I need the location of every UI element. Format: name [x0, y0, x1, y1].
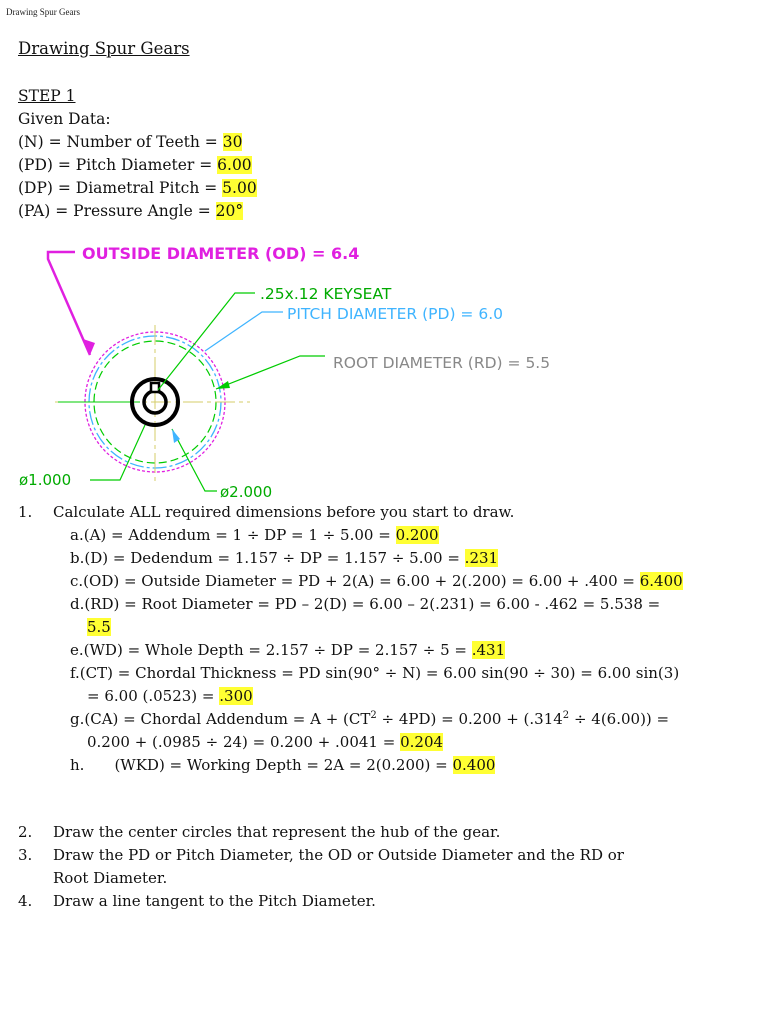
od-leader [48, 252, 95, 355]
given-data-block [18, 85, 257, 223]
calc-item-g: g.(CA) = Chordal Addendum = $A + (CT^2 \div 4PD) = 0.200 + (.314^2 \div 4(6.00))$ = [70, 710, 670, 728]
given-label: (DP) = Diametral Pitch = [18, 179, 223, 197]
calc-item-f: f.(CT) = Chordal Thickness = PD sin(90° ÷ N) = 6.00 sin(90 ÷ 30) = 6.00 sin(3) [70, 664, 680, 682]
running-header: Drawing Spur Gears [6, 7, 80, 17]
given-value: 20° [215, 202, 244, 220]
pd-leader [205, 312, 283, 351]
given-item [18, 131, 257, 154]
given-item [18, 177, 257, 200]
calc-item-g-cont: 0.200 + (.0985 ÷ 24) = 0.200 + .0041 = 0.204 [87, 733, 444, 751]
calc-item-d: d.(RD) = Root Diameter = PD – 2(D) = 6.00 – 2(.231) = 6.00 - .462 = 5.538 = [70, 595, 661, 613]
calc-item-d-cont: 5.5 [87, 618, 111, 636]
od-label: OUTSIDE DIAMETER (OD) = 6.4 [82, 244, 360, 263]
keyseat [151, 383, 159, 392]
calc-item-e: e.(WD) = Whole Depth = 2.157 ÷ DP = 2.157 ÷ 5 = .431 [70, 641, 506, 659]
given-heading: Given Data: [18, 110, 111, 128]
hub-large-label: ø2.000 [220, 483, 273, 501]
page-title: Drawing Spur Gears [18, 39, 190, 58]
rd-label: ROOT DIAMETER (RD) = 5.5 [333, 354, 551, 372]
calc-item-c: c.(OD) = Outside Diameter = PD + 2(A) = 6.00 + 2(.200) = 6.00 + .400 = 6.400 [70, 572, 683, 590]
rd-leader [216, 356, 325, 389]
given-item [18, 154, 257, 177]
hub-small-label: ø1.000 [19, 471, 72, 489]
given-item [18, 200, 257, 223]
calc-item-h: h. (WKD) = Working Depth = 2A = 2(0.200) = 0.400 [70, 756, 496, 774]
given-label: (N) = Number of Teeth = [18, 133, 223, 151]
calc-item-b: b.(D) = Dedendum = 1.157 ÷ DP = 1.157 ÷ 5.00 = .231 [70, 549, 499, 567]
gear-circles [55, 325, 250, 485]
calc-item-f-cont: = 6.00 (.0523) = .300 [87, 687, 253, 705]
calc-item-a: a.(A) = Addendum = 1 ÷ DP = 1 ÷ 5.00 = 0.200 [70, 526, 439, 544]
keyseat-label: .25x.12 KEYSEAT [260, 285, 392, 303]
given-label: (PA) = Pressure Angle = [18, 202, 216, 220]
pd-label: PITCH DIAMETER (PD) = 6.0 [287, 305, 503, 323]
given-value: 6.00 [217, 156, 252, 174]
step-heading: STEP 1 [18, 87, 76, 105]
given-value: 30 [222, 133, 243, 151]
given-label: (PD) = Pitch Diameter = [18, 156, 218, 174]
hub-small-leader [90, 425, 145, 480]
gear-diagram [0, 225, 768, 505]
given-value: 5.00 [222, 179, 257, 197]
keyseat-leader [158, 293, 255, 390]
